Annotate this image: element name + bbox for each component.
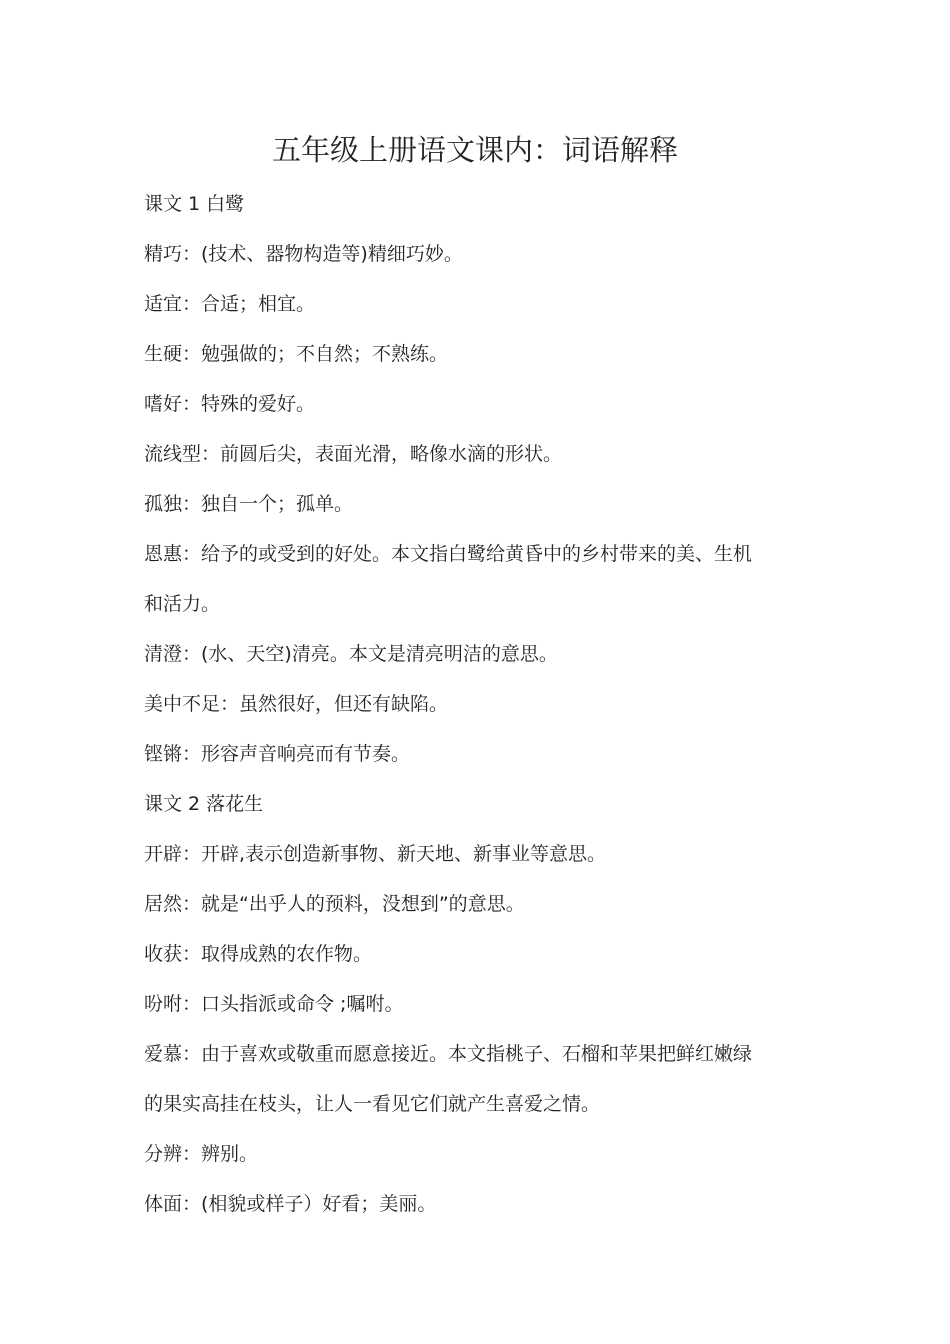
definition-line: 嗜好：特殊的爱好。 xyxy=(144,393,316,415)
definition-line: 铿锵：形容声音响亮而有节奏。 xyxy=(144,743,411,765)
definition-line: 流线型：前圆后尖，表面光滑，略像水滴的形状。 xyxy=(144,443,563,465)
definition-line: 适宜：合适；相宜。 xyxy=(144,293,316,315)
section-heading-lesson-1: 课文 1 白鹭 xyxy=(144,193,245,215)
definition-line: 精巧：(技术、器物构造等)精细巧妙。 xyxy=(144,243,463,265)
definition-line: 开辟：开辟,表示创造新事物、新天地、新事业等意思。 xyxy=(144,843,607,865)
definition-line: 吩咐：口头指派或命令 ;嘱咐。 xyxy=(144,993,404,1015)
section-heading-lesson-2: 课文 2 落花生 xyxy=(144,793,264,815)
definition-line: 清澄：(水、天空)清亮。本文是清亮明洁的意思。 xyxy=(144,643,558,665)
definition-line: 恩惠：给予的或受到的好处。本文指白鹭给黄昏中的乡村带来的美、生机 xyxy=(144,543,753,565)
definition-line: 收获：取得成熟的农作物。 xyxy=(144,943,373,965)
definition-line: 美中不足：虽然很好，但还有缺陷。 xyxy=(144,693,449,715)
definition-line-continued: 和活力。 xyxy=(144,593,221,615)
definition-line-continued: 的果实高挂在枝头，让人一看见它们就产生喜爱之情。 xyxy=(144,1093,601,1115)
definition-line: 爱慕：由于喜欢或敬重而愿意接近。本文指桃子、石榴和苹果把鲜红嫩绿 xyxy=(144,1043,753,1065)
definition-line: 分辨：辨别。 xyxy=(144,1143,259,1165)
page-title: 五年级上册语文课内：词语解释 xyxy=(271,133,678,167)
definition-line: 体面：(相貌或样子）好看；美丽。 xyxy=(144,1193,437,1215)
document-body xyxy=(144,179,814,1229)
definition-line: 居然：就是“出乎人的预料，没想到”的意思。 xyxy=(144,893,525,915)
definition-line: 孤独：独自一个；孤单。 xyxy=(144,493,354,515)
definition-line: 生硬：勉强做的；不自然；不熟练。 xyxy=(144,343,449,365)
